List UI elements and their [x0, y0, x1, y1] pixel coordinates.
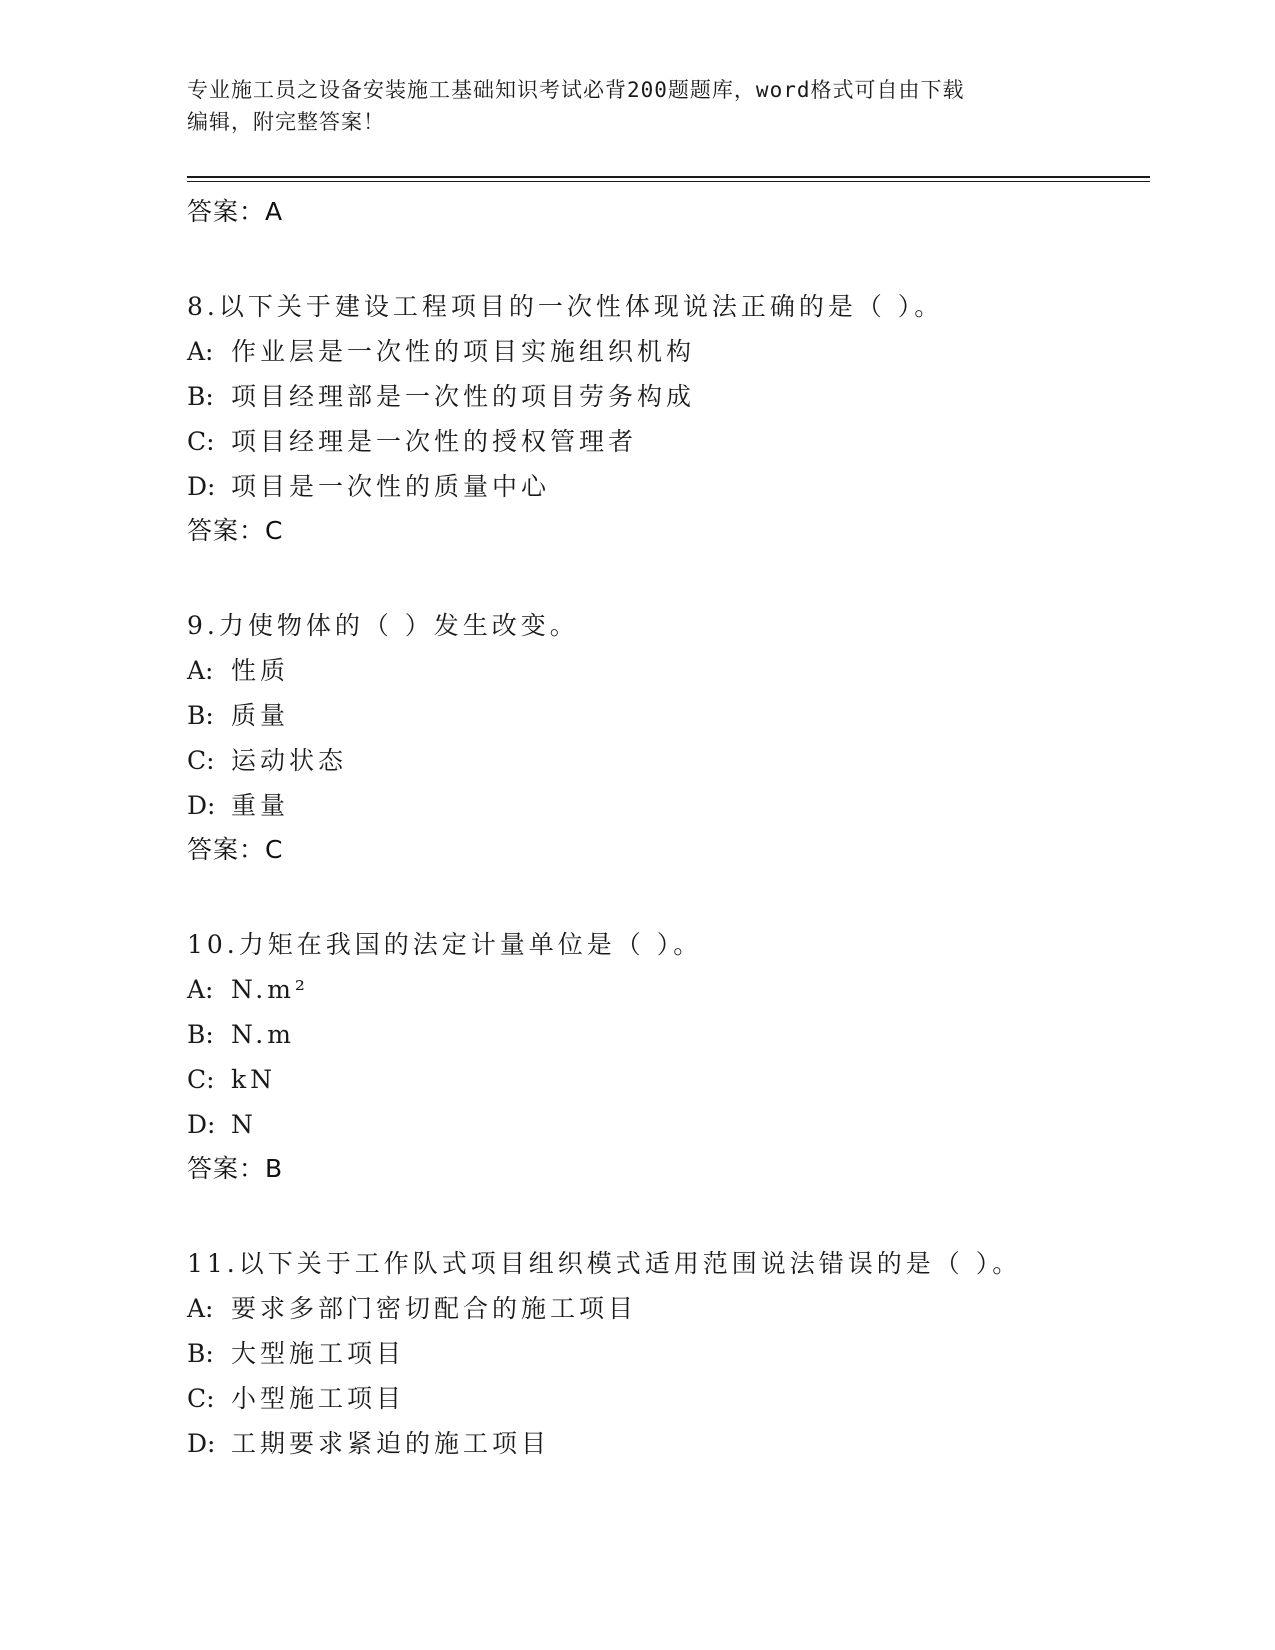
option-d [187, 1102, 1147, 1147]
option-key: A: [187, 975, 214, 1004]
option-key: B: [187, 382, 214, 411]
option-text: 大型施工项目 [231, 1339, 406, 1368]
option-c [187, 1376, 1147, 1421]
option-key: A: [187, 656, 214, 685]
option-text: 要求多部门密切配合的施工项目 [231, 1294, 638, 1323]
option-key: C: [187, 746, 215, 775]
option-key: D: [187, 791, 216, 820]
option-a [187, 1286, 1147, 1331]
option-text: 运动状态 [231, 746, 348, 775]
header-rule-thick [187, 176, 1150, 178]
option-text: 项目经理是一次性的授权管理者 [231, 427, 638, 456]
option-text: N.m [231, 1020, 295, 1049]
document-header [187, 74, 1067, 138]
option-d [187, 1421, 1147, 1466]
option-key: C: [187, 1384, 215, 1413]
option-a [187, 967, 1147, 1012]
question-11 [187, 1241, 1147, 1466]
answer-line: 答案：C [187, 835, 284, 864]
question-list [187, 190, 1147, 1466]
option-text: 重量 [231, 791, 290, 820]
option-key: B: [187, 701, 214, 730]
question-text: 9.力使物体的（ ）发生改变。 [187, 611, 579, 640]
option-d [187, 783, 1147, 828]
option-text: kN [231, 1065, 277, 1094]
option-a [187, 648, 1147, 693]
option-text: 工期要求紧迫的施工项目 [231, 1429, 551, 1458]
option-c [187, 738, 1147, 783]
option-text: N.m² [231, 975, 309, 1004]
option-key: C: [187, 1065, 215, 1094]
option-text: 质量 [231, 701, 290, 730]
option-a [187, 329, 1147, 374]
option-text: N [231, 1110, 257, 1139]
answer-line: 答案：C [187, 516, 284, 545]
option-key: D: [187, 1110, 216, 1139]
header-line-2: 编辑，附完整答案！ [187, 110, 385, 134]
question-9 [187, 603, 1147, 872]
question-text: 8.以下关于建设工程项目的一次性体现说法正确的是（ ）。 [187, 292, 944, 321]
option-text: 性质 [231, 656, 290, 685]
header-rule-thin [187, 181, 1150, 182]
option-b [187, 1331, 1147, 1376]
option-c [187, 1057, 1147, 1102]
answer-line: 答案：B [187, 1154, 284, 1183]
option-text: 作业层是一次性的项目实施组织机构 [231, 337, 696, 366]
option-c [187, 419, 1147, 464]
option-key: B: [187, 1020, 214, 1049]
option-key: B: [187, 1339, 214, 1368]
option-key: C: [187, 427, 215, 456]
header-line-1: 专业施工员之设备安装施工基础知识考试必背200题题库，word格式可自由下载 [187, 78, 965, 102]
option-key: A: [187, 1294, 214, 1323]
option-text: 项目是一次性的质量中心 [231, 472, 551, 501]
option-text: 项目经理部是一次性的项目劳务构成 [231, 382, 696, 411]
question-8 [187, 284, 1147, 553]
option-b [187, 693, 1147, 738]
answer-line: 答案：A [187, 197, 284, 226]
option-text: 小型施工项目 [231, 1384, 406, 1413]
option-key: A: [187, 337, 214, 366]
question-text: 11.以下关于工作队式项目组织模式适用范围说法错误的是（ ）。 [187, 1249, 1022, 1278]
option-d [187, 464, 1147, 509]
option-key: D: [187, 1429, 216, 1458]
option-b [187, 1012, 1147, 1057]
question-10 [187, 922, 1147, 1191]
question-text: 10.力矩在我国的法定计量单位是（ ）。 [187, 930, 703, 959]
option-key: D: [187, 472, 216, 501]
option-b [187, 374, 1147, 419]
